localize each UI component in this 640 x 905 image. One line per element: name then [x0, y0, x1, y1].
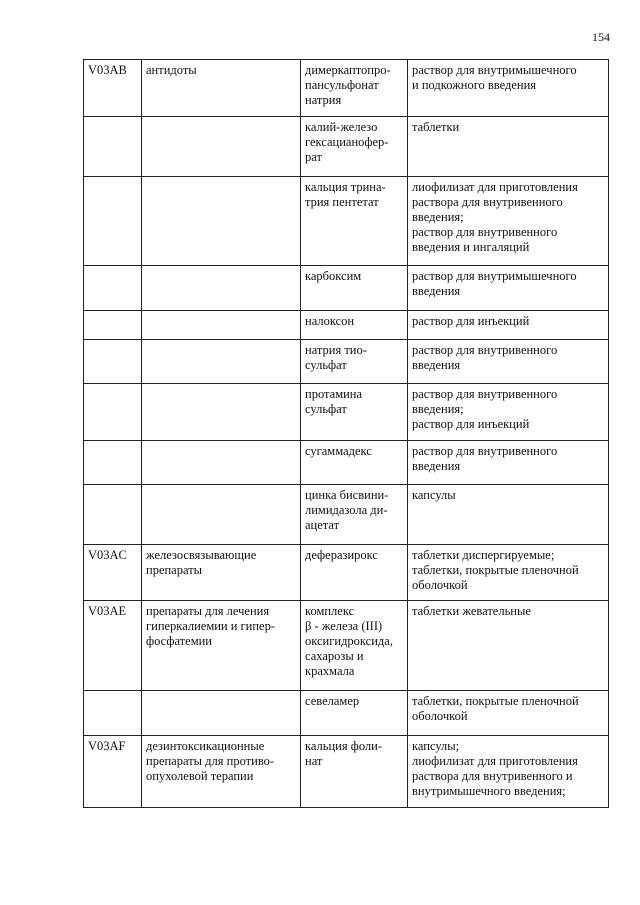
atc-code-cell: [84, 545, 142, 601]
drug-name-text: протамина сульфат: [305, 387, 363, 416]
atc-code-cell: [84, 266, 142, 311]
drug-name-cell: [301, 601, 408, 691]
dosage-form-text: капсулы; лиофилизат для приготовления раствора для внутривенного и внутримышечного введения;: [412, 739, 578, 798]
drug-name-text: комплекс β - железа (III) оксигидроксида, сахарозы и крахмала: [305, 604, 393, 678]
table-row: [84, 60, 609, 117]
atc-code-text: V03AE: [88, 604, 127, 618]
drug-group-text: железосвязывающие препараты: [146, 548, 257, 577]
table-row: [84, 311, 609, 340]
drug-name-text: кальция фоли- нат: [305, 739, 383, 768]
drug-group-cell: [142, 340, 301, 384]
table-row: [84, 441, 609, 485]
drug-group-cell: [142, 117, 301, 177]
drug-name-text: димеркаптопро- пансульфонат натрия: [305, 63, 391, 107]
drug-name-cell: [301, 60, 408, 117]
atc-code-cell: [84, 340, 142, 384]
dosage-form-cell: [408, 545, 609, 601]
dosage-form-text: раствор для внутривенного введения: [412, 444, 558, 473]
atc-code-cell: [84, 441, 142, 485]
dosage-form-cell: [408, 340, 609, 384]
drug-group-cell: [142, 384, 301, 441]
drug-name-cell: [301, 311, 408, 340]
atc-code-cell: [84, 177, 142, 266]
dosage-form-text: таблетки жевательные: [412, 604, 531, 618]
drug-name-cell: [301, 266, 408, 311]
drug-name-text: налоксон: [305, 314, 355, 328]
drug-group-cell: [142, 311, 301, 340]
dosage-form-cell: [408, 441, 609, 485]
drug-group-cell: [142, 691, 301, 736]
drug-name-text: севеламер: [305, 694, 360, 708]
table-row: [84, 485, 609, 545]
drug-name-cell: [301, 691, 408, 736]
table-row: [84, 117, 609, 177]
drug-name-cell: [301, 736, 408, 808]
drug-name-text: карбоксим: [305, 269, 362, 283]
dosage-form-text: капсулы: [412, 488, 456, 502]
dosage-form-cell: [408, 736, 609, 808]
drug-group-text: антидоты: [146, 63, 197, 77]
table-row: [84, 691, 609, 736]
dosage-form-text: таблетки диспергируемые; таблетки, покрытые пленочной оболочкой: [412, 548, 579, 592]
atc-code-cell: [84, 691, 142, 736]
table-row: [84, 384, 609, 441]
drug-group-text: дезинтоксикационные препараты для противо- опухолевой терапии: [146, 739, 275, 783]
dosage-form-text: раствор для внутривенного введения: [412, 343, 558, 372]
drug-name-cell: [301, 117, 408, 177]
drug-name-cell: [301, 545, 408, 601]
atc-code-cell: [84, 117, 142, 177]
table-row: [84, 736, 609, 808]
dosage-form-text: раствор для инъекций: [412, 314, 530, 328]
dosage-form-cell: [408, 384, 609, 441]
atc-code-cell: [84, 736, 142, 808]
dosage-form-cell: [408, 117, 609, 177]
drug-name-text: деферазирокс: [305, 548, 378, 562]
drug-group-cell: [142, 441, 301, 485]
drug-name-text: цинка бисвини- лимидазола ди- ацетат: [305, 488, 389, 532]
dosage-form-cell: [408, 311, 609, 340]
table-row: [84, 266, 609, 311]
drug-name-text: кальция трина- трия пентетат: [305, 180, 386, 209]
drug-name-cell: [301, 441, 408, 485]
drug-name-text: калий-железо гексацианофер- рат: [305, 120, 389, 164]
atc-code-cell: [84, 384, 142, 441]
atc-code-cell: [84, 601, 142, 691]
dosage-form-cell: [408, 485, 609, 545]
dosage-form-text: раствор для внутримышечного и подкожного введения: [412, 63, 577, 92]
drug-group-cell: [142, 485, 301, 545]
drug-name-text: сугаммадекс: [305, 444, 372, 458]
dosage-form-cell: [408, 177, 609, 266]
dosage-form-cell: [408, 60, 609, 117]
drug-name-cell: [301, 177, 408, 266]
atc-code-cell: [84, 311, 142, 340]
drug-name-text: натрия тио- сульфат: [305, 343, 367, 372]
drug-group-cell: [142, 601, 301, 691]
table-row: [84, 601, 609, 691]
drug-group-text: препараты для лечения гиперкалиемии и гипер- фосфатемии: [146, 604, 276, 648]
drug-group-cell: [142, 177, 301, 266]
medication-table: [83, 59, 609, 808]
drug-name-cell: [301, 340, 408, 384]
table-row: [84, 177, 609, 266]
drug-group-cell: [142, 266, 301, 311]
table-row: [84, 545, 609, 601]
dosage-form-text: лиофилизат для приготовления раствора для внутривенного введения; раствор для внутривенного введения и ингаляций: [412, 180, 578, 254]
drug-name-cell: [301, 485, 408, 545]
drug-group-cell: [142, 60, 301, 117]
atc-code-text: V03AF: [88, 739, 126, 753]
page-number: 154: [592, 30, 610, 44]
dosage-form-text: раствор для внутривенного введения; раствор для инъекций: [412, 387, 558, 431]
drug-group-cell: [142, 736, 301, 808]
table-body: [84, 60, 609, 808]
dosage-form-cell: [408, 691, 609, 736]
atc-code-text: V03AB: [88, 63, 127, 77]
drug-name-cell: [301, 384, 408, 441]
dosage-form-cell: [408, 266, 609, 311]
dosage-form-text: раствор для внутримышечного введения: [412, 269, 577, 298]
table-row: [84, 340, 609, 384]
dosage-form-text: таблетки, покрытые пленочной оболочкой: [412, 694, 579, 723]
dosage-form-cell: [408, 601, 609, 691]
atc-code-cell: [84, 485, 142, 545]
atc-code-text: V03AC: [88, 548, 127, 562]
atc-code-cell: [84, 60, 142, 117]
dosage-form-text: таблетки: [412, 120, 460, 134]
drug-group-cell: [142, 545, 301, 601]
